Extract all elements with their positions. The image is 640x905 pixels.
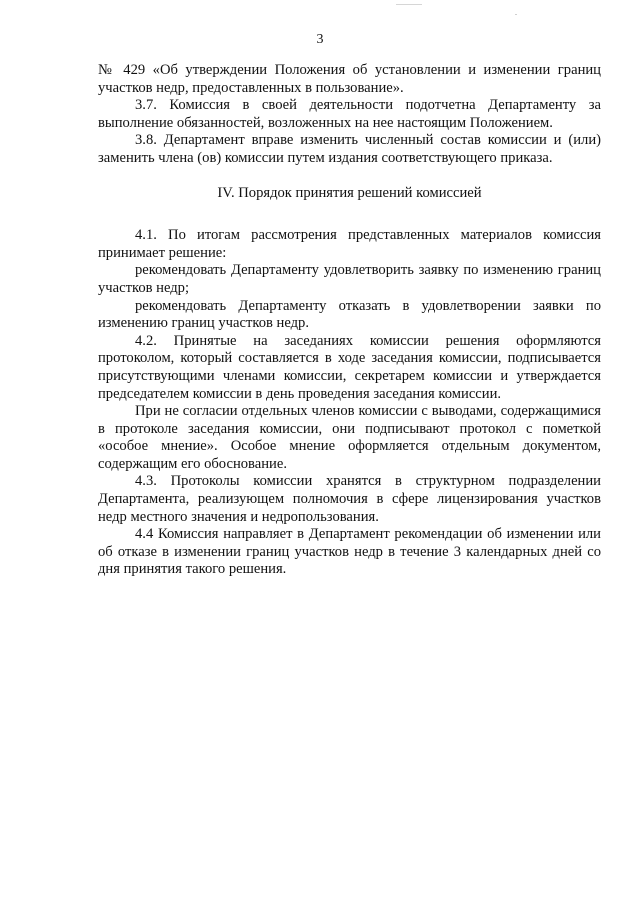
paragraph-4-2: 4.2. Принятые на заседаниях комиссии решения оформляются протоколом, который составляется в ходе заседания комиссии, подписывается присутствующими членами комиссии, секретарем комиссии и утверждается председателем комиссии в день проведения заседания комиссии.	[98, 332, 601, 402]
scan-artifact-dot	[515, 14, 517, 15]
paragraph-4-1: 4.1. По итогам рассмотрения представленных материалов комиссия принимает решение:	[98, 227, 601, 261]
paragraph-4-3: 4.3. Протоколы комиссии хранятся в структурном подразделении Департамента, реализующем полномочия в сфере лицензирования участков недр местного значения и недропользования.	[98, 473, 601, 525]
paragraph-continuation: № 429 «Об утверждении Положения об установлении и изменении границ участков недр, предоставленных в пользование».	[98, 62, 601, 96]
paragraph-3-7: 3.7. Комиссия в своей деятельности подотчетна Департаменту за выполнение обязанностей, возложенных на нее настоящим Положением.	[98, 97, 601, 131]
paragraph-4-1-option-2: рекомендовать Департаменту отказать в удовлетворении заявки по изменению границ участков недр.	[98, 297, 601, 332]
section-heading: IV. Порядок принятия решений комиссией	[217, 184, 482, 201]
document-body	[98, 62, 601, 579]
paragraph-3-8: 3.8. Департамент вправе изменить численный состав комиссии и (или) заменить члена (ов) комиссии путем издания соответствующего приказа.	[98, 132, 601, 166]
paragraph-4-4: 4.4 Комиссия направляет в Департамент рекомендации об изменении или об отказе в изменении границ участков недр в течение 3 календарных дней со дня принятия такого решения.	[98, 526, 601, 578]
paragraph-4-2-dissent: При не согласии отдельных членов комиссии с выводами, содержащимися в протоколе заседания комиссии, они подписывают протокол с пометкой «особое мнение». Особое мнение оформляется отдельным документом, содержащим его обоснование.	[98, 403, 601, 472]
page-number: 3	[316, 32, 324, 47]
paragraph-4-1-option-1: рекомендовать Департаменту удовлетворить заявку по изменению границ участков недр;	[98, 262, 601, 296]
scan-artifact	[396, 4, 422, 5]
